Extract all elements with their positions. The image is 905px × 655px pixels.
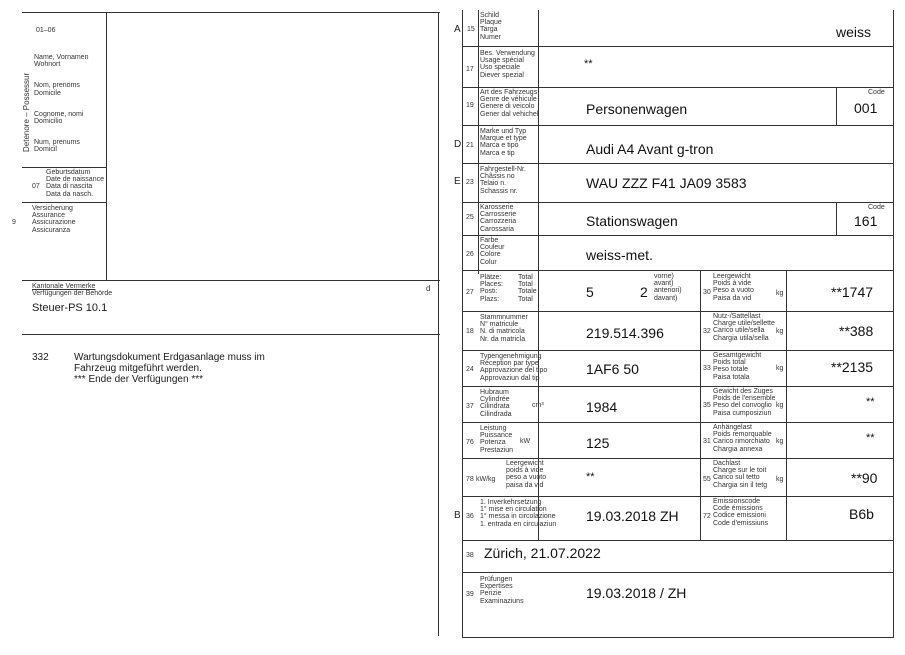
label: Total [518, 295, 533, 303]
displacement-value: 1984 [586, 399, 618, 415]
label: Schild [480, 12, 500, 19]
label: davant) [654, 294, 678, 302]
insurance-labels [32, 205, 76, 234]
label: avant) [654, 280, 674, 288]
label: Usage spécial [480, 57, 524, 65]
label: Farbe [480, 237, 499, 244]
label: Codice emissioni [713, 512, 766, 520]
label: N° matricule [480, 321, 519, 329]
empty-weight-value: **1747 [831, 284, 874, 300]
row-24-labels [480, 353, 547, 382]
cantonal-label: Verfügungen der Behörde [32, 290, 113, 298]
row-27-labels [480, 274, 503, 303]
master-number-value: 219.514.396 [586, 325, 664, 341]
label: Nr. da matricla [480, 335, 526, 343]
label: Marke und Typ [480, 128, 527, 135]
row-23-labels [480, 166, 526, 195]
row-31-labels [713, 424, 772, 453]
mark-a: A [454, 24, 461, 35]
steuer-ps-value: Steuer-PS 10.1 [32, 302, 108, 314]
label: Peso totale [713, 366, 749, 374]
row-37-labels [480, 389, 512, 418]
row-76-number: 76 [466, 439, 474, 446]
label: Paisa totala [713, 373, 750, 381]
row-15-number: 15 [467, 26, 475, 33]
label: Gener dal vehichel [480, 110, 539, 118]
mark-d: D [454, 139, 462, 150]
birth-labels [46, 169, 104, 198]
power-weight-value: ** [586, 471, 595, 483]
label: paisa da vid [506, 481, 544, 489]
note-line: *** Ende der Verfügungen *** [74, 374, 203, 385]
row-17-number: 17 [466, 66, 474, 73]
row-27-total-labels [518, 274, 537, 303]
holder-label: Cognome, nomi [34, 110, 84, 118]
unit-cm3: cm³ [532, 402, 544, 409]
holder-label: Domicil [34, 146, 57, 154]
holder-vertical-label: Detenore – Possessur [22, 72, 31, 152]
row-33-number: 33 [703, 365, 711, 372]
label: Telaio n. [480, 180, 507, 188]
holder-label: Name, Vornamen [34, 54, 89, 61]
left-page [12, 12, 440, 636]
label: Carico sul tetto [713, 474, 760, 482]
label: Prüfungen [480, 576, 513, 583]
total-weight-value: **2135 [831, 359, 874, 375]
label: Genre de véhicule [480, 96, 537, 104]
label: Posti: [480, 288, 498, 296]
row-36-number: 36 [466, 513, 474, 520]
label: 1° mise en circulation [480, 506, 547, 514]
row-30-labels [713, 273, 754, 302]
label: Poids de l'ensemble [713, 395, 776, 403]
note-text [74, 352, 265, 385]
row-19-number: 19 [466, 102, 474, 109]
label: Places: [480, 281, 503, 289]
label: Carrosserie [480, 211, 517, 219]
label: Marca e tip [480, 149, 515, 157]
label: Fahrgestell-Nr. [480, 166, 526, 173]
row-21-labels [480, 128, 527, 157]
label: Total [518, 281, 533, 289]
row-33-labels [713, 352, 761, 381]
seats-total-value: 5 [586, 284, 594, 300]
label: Carossaria [480, 225, 514, 233]
row-18-labels [480, 314, 528, 343]
inspection-value: 19.03.2018 / ZH [586, 585, 687, 601]
unit-kg: kg [776, 476, 784, 483]
cantonal-labels [32, 283, 112, 297]
label: anteriori) [654, 287, 682, 295]
unit-kg: kg [776, 438, 784, 445]
payload-value: **388 [839, 323, 874, 339]
label: 1° messa in circolazione [480, 513, 556, 521]
label: Cilindrada [480, 410, 512, 418]
row-35-number: 35 [703, 402, 711, 409]
row-25-labels [480, 204, 516, 233]
row-18-number: 18 [466, 328, 474, 335]
vehicle-type-code: 001 [854, 100, 878, 116]
row-24-number: 24 [466, 366, 474, 373]
label: Anhängelast [713, 424, 752, 431]
row-72-labels [713, 498, 768, 527]
insurance-label: Versicherung [32, 205, 73, 212]
label: Typengenehmigung [480, 353, 542, 360]
vehicle-type-value: Personenwagen [586, 101, 688, 117]
birth-label: Data da nasch. [46, 190, 94, 198]
label: Expertises [480, 583, 513, 591]
label: Colore [480, 251, 501, 259]
row-78-number: 78 [466, 476, 474, 483]
label: Gesamtgewicht [713, 352, 762, 359]
label: Potenza [480, 439, 506, 447]
label: Total [518, 274, 533, 281]
special-usage-value: ** [584, 58, 593, 70]
mark-b: B [454, 510, 461, 521]
row-17-labels [480, 50, 535, 79]
label: Carrozzeria [480, 218, 517, 226]
label: Stammnummer [480, 314, 528, 321]
holder-label: Nom, prenoms [34, 82, 80, 90]
d-mark: d [426, 284, 431, 293]
row-32-number: 32 [703, 328, 711, 335]
label: Charge utile/sellette [713, 320, 775, 328]
label: Approvazione del tipo [480, 367, 548, 375]
label: Examinaziuns [480, 597, 524, 605]
row-30-number: 30 [703, 289, 711, 296]
row-39-number: 39 [466, 591, 474, 598]
label: Leergewicht [506, 460, 544, 467]
label: Cilindrata [480, 403, 510, 411]
label: Dachlast [713, 460, 741, 467]
label: Approvaziun dal tip [480, 374, 540, 382]
label: Gewicht des Zuges [713, 388, 773, 395]
holder-label: Num, prenums [34, 139, 80, 147]
unit-kg: kg [776, 402, 784, 409]
row-39-labels [480, 576, 524, 605]
label: Chargia annexa [713, 445, 763, 453]
label: Diever spezial [480, 71, 524, 79]
label: Poids à vide [713, 280, 752, 288]
row-31-number: 31 [703, 438, 711, 445]
label: Chargia sin il tetg [713, 481, 768, 489]
label: Colur [480, 258, 497, 266]
mark-e: E [454, 176, 461, 187]
row-07-number: 07 [32, 183, 40, 190]
label: Couleur [480, 244, 505, 252]
label: vorne) [654, 273, 674, 280]
body-type-value: Stationswagen [586, 213, 678, 229]
label: Châssis no [480, 173, 515, 181]
label: Paisa cumposiziun [713, 409, 772, 417]
holder-label: Domicilio [34, 118, 63, 126]
issue-place-date-value: Zürich, 21.07.2022 [484, 545, 601, 561]
label: Poids total [713, 359, 746, 367]
code-label: Code [868, 204, 885, 211]
label: Plätze: [480, 274, 502, 281]
note-line: Wartungsdokument Erdgasanlage muss im [74, 352, 265, 363]
note-line: Fahrzeug mitgeführt werden. [74, 363, 202, 374]
insurance-label: Assicurazione [32, 219, 76, 227]
row-19-labels [480, 89, 538, 118]
row-26-labels [480, 237, 505, 266]
label: Charge sur le toit [713, 467, 767, 475]
row-25-number: 25 [466, 214, 474, 221]
unit-kg: kg [776, 328, 784, 335]
row-36-labels [480, 499, 556, 528]
holder-label: Domicile [34, 89, 61, 97]
plate-value: weiss [836, 24, 872, 40]
holder-labels [34, 54, 88, 154]
label: 1. entrada en circulaziun [480, 520, 557, 528]
label: Réception par type [480, 360, 539, 368]
row-26-number: 26 [466, 251, 474, 258]
label: Schassis nr. [480, 187, 518, 195]
label: Genere di veicolo [480, 103, 535, 111]
unit-kw-per-kg: kW/kg [476, 476, 496, 483]
label: Marca e tipo [480, 142, 519, 150]
code-label: Code [868, 89, 885, 96]
label: N. di matricola [480, 328, 525, 336]
row-78-labels [506, 460, 546, 489]
label: Code d'emissiuns [713, 519, 769, 527]
label: Prestaziun [480, 446, 514, 454]
type-approval-value: 1AF6 50 [586, 361, 639, 377]
birth-label: Geburtsdatum [46, 169, 91, 176]
label: 1. Inverkehrsetzung [480, 499, 542, 506]
row-72-number: 72 [703, 513, 711, 520]
cantonal-label: Kantonale Vermerke [32, 283, 96, 290]
insurance-label: Assicuranza [32, 226, 71, 234]
color-value: weiss-met. [586, 247, 653, 263]
label: Totale [518, 288, 537, 296]
seats-front-value: 2 [640, 284, 648, 300]
label: Plazs: [480, 295, 500, 303]
birth-label: Date de naissance [46, 176, 104, 184]
unit-kg: kg [776, 365, 784, 372]
label: Numer [480, 33, 502, 41]
body-type-code: 161 [854, 213, 878, 229]
label: Leergewicht [713, 273, 751, 280]
row-09-number: 9 [12, 219, 16, 226]
label: Perizie [480, 590, 502, 598]
first-registration-value: 19.03.2018 ZH [586, 508, 679, 524]
label: Cylindrée [480, 396, 510, 404]
label: Paisa da vid [713, 294, 752, 302]
label: Nutz-/Sattellast [713, 313, 761, 320]
label: Bes. Verwendung [480, 50, 535, 57]
row-37-number: 37 [466, 403, 474, 410]
row-32-labels [713, 313, 775, 342]
label: Karosserie [480, 204, 514, 211]
label: Code émissions [713, 505, 763, 513]
label: Targa [480, 26, 498, 34]
insurance-label: Assurance [32, 212, 66, 220]
unit-kg: kg [776, 290, 784, 297]
label: Puissance [480, 432, 513, 440]
label: poids à vide [506, 467, 544, 475]
power-value: 125 [586, 435, 610, 451]
note-code: 332 [32, 352, 49, 363]
right-page [456, 10, 896, 638]
row-15-labels [480, 12, 502, 41]
label: Carico rimorchiato [713, 438, 770, 446]
row-55-labels [713, 460, 767, 489]
seats-front-labels [654, 273, 682, 302]
row-76-labels [480, 425, 513, 454]
make-model-value: Audi A4 Avant g-tron [586, 141, 714, 157]
row-27-number: 27 [466, 289, 474, 296]
label: Uso speciale [480, 64, 521, 72]
holder-label: Wohnort [34, 61, 61, 69]
label: Plaque [480, 19, 502, 27]
label: peso a vuoto [506, 474, 547, 482]
unit-kw: kW [520, 438, 531, 445]
row-21-number: 21 [466, 142, 474, 149]
label: Leistung [480, 425, 507, 432]
chassis-number-value: WAU ZZZ F41 JA09 3583 [586, 175, 747, 191]
row-55-number: 55 [703, 476, 711, 483]
towing-weight-value: ** [866, 432, 875, 444]
label: Hubraum [480, 389, 509, 396]
label: Peso del convoglio [713, 402, 772, 410]
roof-load-value: **90 [851, 470, 878, 486]
row-38-number: 38 [466, 552, 474, 559]
label: Emissionscode [713, 498, 761, 505]
row-35-labels [713, 388, 775, 417]
label: Chargia utila/sella [713, 334, 769, 342]
train-weight-value: ** [866, 396, 875, 408]
label: Peso a vuoto [713, 287, 754, 295]
label: Poids remorquable [713, 431, 772, 439]
label: Art des Fahrzeugs [480, 89, 538, 96]
birth-label: Data di nascita [46, 183, 93, 191]
emission-code-value: B6b [849, 506, 874, 522]
label: Marque et type [480, 135, 527, 143]
label: Carico utile/sella [713, 327, 765, 335]
row-23-number: 23 [466, 179, 474, 186]
row-01-number: 01–06 [36, 27, 56, 34]
